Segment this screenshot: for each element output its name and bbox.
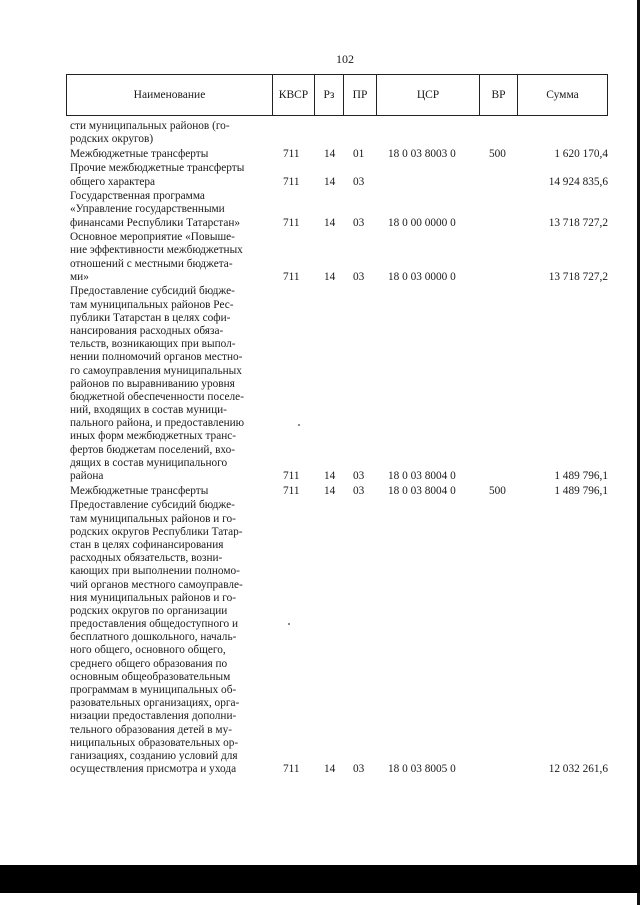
row-name-line: района [70, 470, 104, 483]
row-name-line: там муниципальных районов Рес- [70, 298, 234, 311]
table-header [66, 74, 608, 116]
row-name-line: Государственная программа [70, 190, 205, 203]
cell-csr: 18 0 03 8003 0 [388, 147, 456, 160]
cell-pr: 03 [353, 216, 365, 229]
cell-csr: 18 0 03 8005 0 [388, 763, 456, 776]
row-name-line: родских округов) [70, 133, 154, 146]
cell-pr: 03 [353, 470, 365, 483]
table-row [0, 499, 640, 776]
row-name-line: публики Татарстан в целях софи- [70, 311, 231, 324]
row-name-line: Предоставление субсидий бюдже- [70, 499, 235, 512]
row-name [70, 120, 266, 146]
row-name [70, 190, 266, 230]
cell-pr: 03 [353, 270, 365, 283]
row-name-line: кающих при выполнении полномо- [70, 565, 240, 578]
scan-speck [298, 424, 300, 426]
cell-csr: 18 0 03 8004 0 [388, 484, 456, 497]
cell-vr: 500 [489, 484, 506, 497]
row-name-line: Прочие межбюджетные трансферты [70, 162, 245, 175]
row-name-line: программам в муниципальных об- [70, 684, 237, 697]
cell-sum: 13 718 727,2 [548, 270, 608, 283]
cell-rz: 14 [324, 147, 336, 160]
row-name-line: разовательных организациях, орга- [70, 697, 240, 710]
row-name-line: ния муниципальных районов и го- [70, 591, 236, 604]
row-name-line: пального района, и предоставлению [70, 417, 245, 430]
cell-pr: 01 [353, 147, 365, 160]
column-header-name: Наименование [67, 75, 273, 115]
row-name-line: ний, входящих в состав муници- [70, 404, 227, 417]
cell-rz: 14 [324, 763, 336, 776]
row-name [70, 148, 266, 161]
cell-csr: 18 0 03 0000 0 [388, 270, 456, 283]
row-name-line: районов по выравниванию уровня [70, 377, 235, 390]
column-header-rz: Рз [315, 75, 344, 115]
cell-sum: 1 620 170,4 [554, 147, 608, 160]
cell-pr: 03 [353, 484, 365, 497]
column-header-csr: ЦСР [377, 75, 480, 115]
cell-kvsr: 711 [283, 175, 300, 188]
row-name-line: тельств, возникающих при выпол- [70, 338, 236, 351]
row-name-line: расходных обязательств, возни- [70, 552, 223, 565]
table-row [0, 485, 640, 498]
row-name-line: сти муниципальных районов (го- [70, 120, 230, 132]
cell-sum: 1 489 796,1 [554, 470, 608, 483]
cell-pr: 03 [353, 175, 365, 188]
table-row [0, 120, 640, 146]
row-name-line: предоставления общедоступного и [70, 618, 238, 631]
row-name [70, 285, 266, 483]
row-name-line: общего характера [70, 175, 156, 188]
column-header-kvsr: КВСР [273, 75, 315, 115]
row-name-line: Межбюджетные трансферты [70, 484, 209, 497]
row-name-line: родских округов по организации [70, 604, 228, 617]
row-name-line: ниципальных образовательных ор- [70, 736, 239, 749]
row-name [70, 485, 266, 498]
row-name-line: родских округов Республики Татар- [70, 525, 243, 538]
row-name-line: там муниципальных районов и го- [70, 512, 236, 525]
cell-kvsr: 711 [283, 763, 300, 776]
row-name-line: нении полномочий органов местно- [70, 351, 243, 364]
row-name-line: тельного образования детей в му- [70, 723, 232, 736]
table-row [0, 190, 640, 230]
row-name-line: Межбюджетные трансферты [70, 147, 209, 160]
row-name-line: иных форм межбюджетных транс- [70, 430, 237, 443]
row-name-line: чий органов местного самоуправле- [70, 578, 243, 591]
row-name-line: нансирования расходных обяза- [70, 324, 224, 337]
row-name-line: низации предоставления дополни- [70, 710, 237, 723]
row-name-line: бесплатного дошкольного, началь- [70, 631, 237, 644]
row-name [70, 499, 266, 776]
table-row [0, 148, 640, 161]
cell-rz: 14 [324, 470, 336, 483]
row-name-line: фертов бюджетам поселений, вхо- [70, 443, 236, 456]
cell-csr: 18 0 00 0000 0 [388, 216, 456, 229]
row-name-line: среднего общего образования по [70, 657, 228, 670]
cell-sum: 1 489 796,1 [554, 484, 608, 497]
cell-vr: 500 [489, 147, 506, 160]
row-name-line: отношений с местными бюджета- [70, 257, 233, 270]
cell-sum: 14 924 835,6 [548, 175, 608, 188]
row-name-line: Основное мероприятие «Повыше- [70, 231, 235, 244]
row-name-line: ного общего, основного общего, [70, 644, 226, 657]
row-name-line: ганизациях, созданию условий для [70, 749, 238, 762]
row-name-line: финансами Республики Татарстан» [70, 216, 241, 229]
table-row [0, 285, 640, 483]
cell-kvsr: 711 [283, 216, 300, 229]
row-name [70, 231, 266, 284]
column-header-sum: Сумма [546, 89, 579, 101]
cell-kvsr: 711 [283, 147, 300, 160]
table-row [0, 231, 640, 284]
row-name-line: го самоуправления муниципальных [70, 364, 242, 377]
page-number: 102 [336, 52, 354, 66]
row-name-line: бюджетной обеспеченности поселе- [70, 390, 244, 403]
cell-rz: 14 [324, 270, 336, 283]
cell-rz: 14 [324, 216, 336, 229]
row-name-line: Предоставление субсидий бюдже- [70, 285, 235, 298]
row-name-line: ми» [70, 270, 89, 283]
column-header-vr: ВР [480, 75, 518, 115]
cell-rz: 14 [324, 484, 336, 497]
scan-speck [288, 623, 290, 625]
cell-kvsr: 711 [283, 270, 300, 283]
cell-kvsr: 711 [283, 484, 300, 497]
cell-sum: 13 718 727,2 [548, 216, 608, 229]
column-header-pr: ПР [344, 75, 377, 115]
table-row [0, 162, 640, 188]
row-name-line: осуществления присмотра и ухода [70, 763, 237, 776]
row-name-line: «Управление государственными [70, 203, 225, 216]
row-name-line: стан в целях софинансирования [70, 538, 224, 551]
cell-sum: 12 032 261,6 [548, 763, 608, 776]
row-name-line: дящих в состав муниципального [70, 456, 228, 469]
cell-kvsr: 711 [283, 470, 300, 483]
row-name-line: ние эффективности межбюджетных [70, 244, 243, 257]
row-name-line: основным общеобразовательным [70, 670, 231, 683]
cell-csr: 18 0 03 8004 0 [388, 470, 456, 483]
cell-pr: 03 [353, 763, 365, 776]
scan-bottom-border [0, 865, 640, 893]
cell-rz: 14 [324, 175, 336, 188]
row-name [70, 162, 266, 188]
